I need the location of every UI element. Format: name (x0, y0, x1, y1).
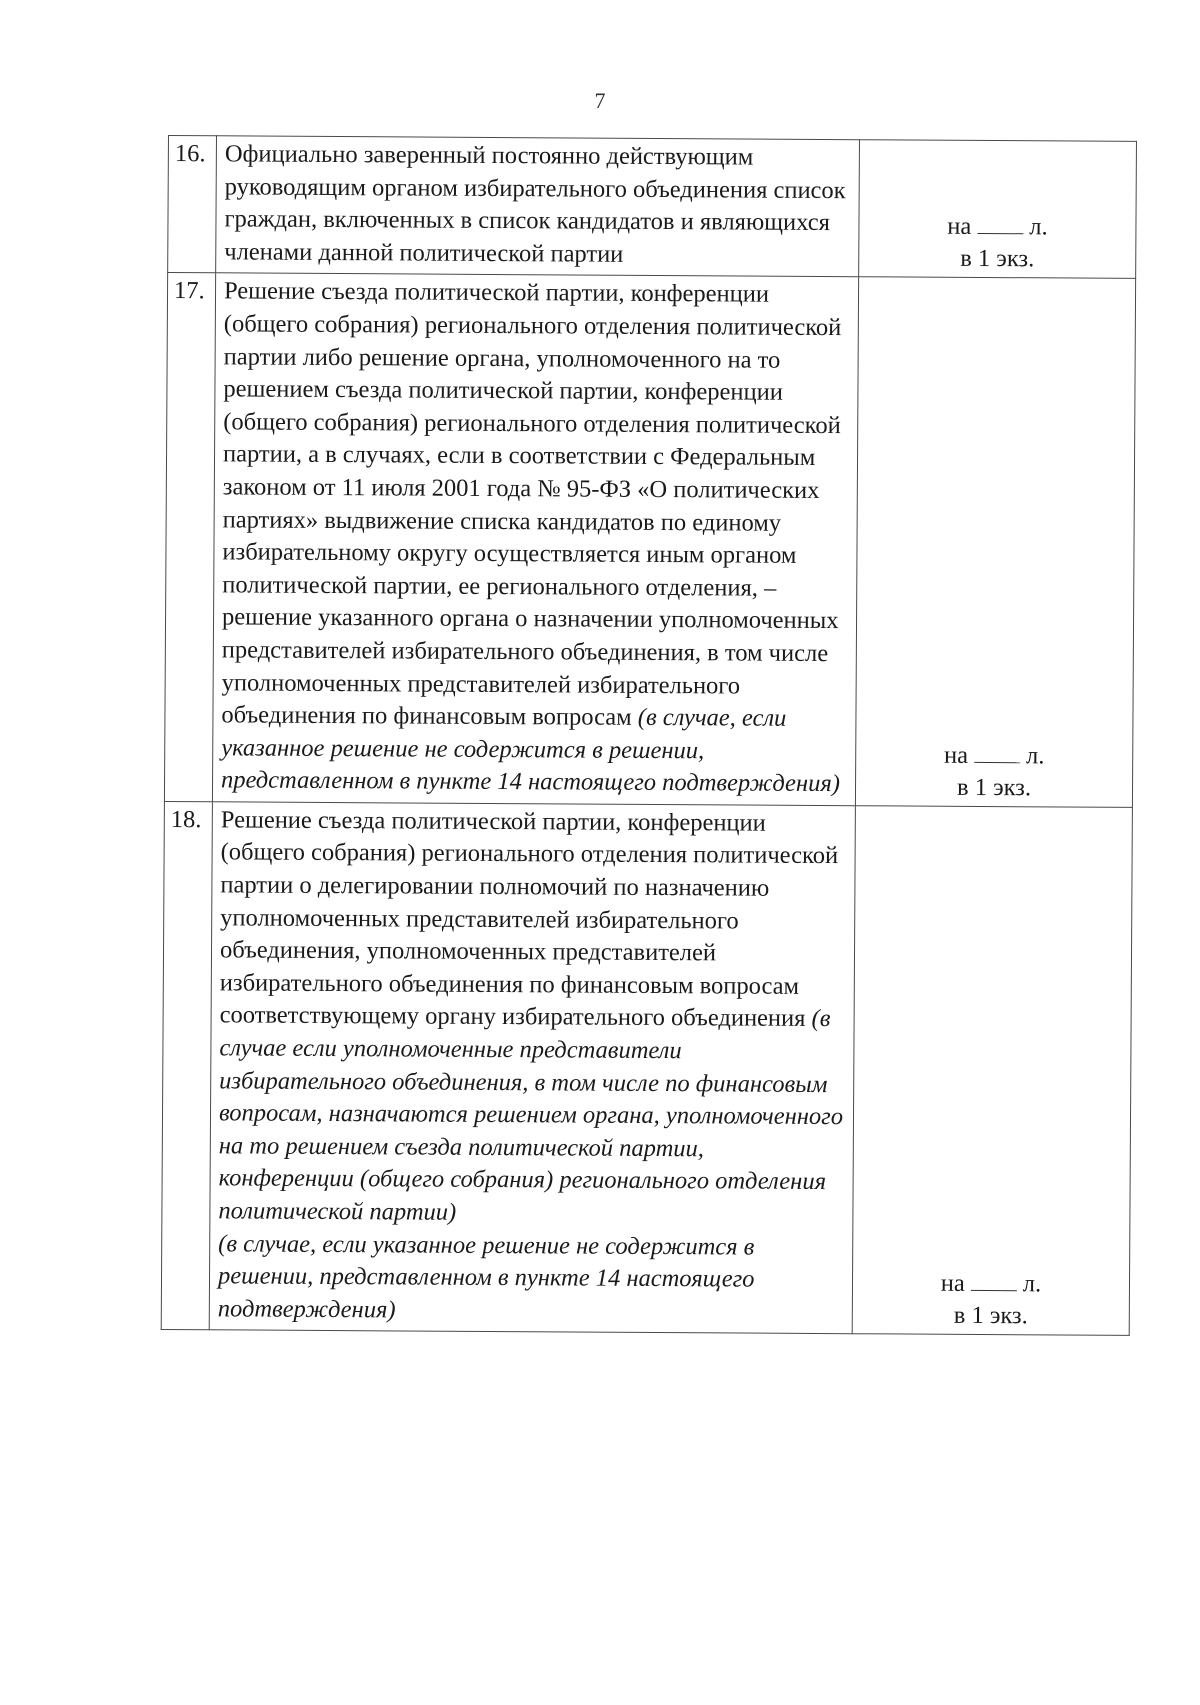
table-row (161, 801, 1132, 1335)
row-number-cell (168, 136, 217, 274)
pages-count-line (861, 1268, 1121, 1302)
pages-count-line (867, 211, 1127, 245)
row-description-cell (216, 136, 860, 277)
row-description: Решение съезда политической партии, конференции (общего собрания) регионального отделения политической партии о делегировании полномочий по назначению уполномоченных представителей избирательного объединения, уполномоченных представителей избирательного объединения по финансовым вопросам соответствующему органу избирательного объединения (219, 806, 839, 1033)
row-pages-cell (859, 140, 1137, 279)
pages-prefix: на (940, 1270, 965, 1298)
row-description: Решение съезда политической партии, конференции (общего собрания) регионального отделения политической партии либо решение органа, уполномоченного на то решением съезда политической партии, конференции (общего собрания) регионального отделения политической партии, а в случаях, если в соответствии с Федеральным законом от 11 июля 2001 года № 95-ФЗ «О политических партиях» выдвижение списка кандидатов по единому избирательному округу осуществляется иным органом политической партии, ее регионального отделения, – решение указанного органа о назначении уполномоченных представителей избирательного объединения, в том числе уполномоченных представителей избирательного объединения по финансовым вопросам (221, 277, 842, 731)
row-number: 18. (170, 805, 202, 834)
pages-blank-field (974, 744, 1020, 763)
pages-prefix: на (943, 741, 969, 769)
row-description-cell (212, 273, 858, 805)
row-pages-cell (855, 277, 1135, 807)
pages-suffix: л. (1025, 742, 1045, 770)
copies-count: в 1 экз. (953, 1302, 1028, 1330)
row-description-cell (209, 802, 855, 1334)
row-italic-note: (в случае если уполномоченные представители избирательного объединения, в том числе по финансовым вопросам, назначаются решением органа, уполномоченного на то решением съезда политической партии, конференции (общего собрания) регионального отделения политической партии) (218, 1005, 844, 1226)
pages-prefix: на (947, 213, 972, 241)
pages-suffix: л. (1029, 213, 1048, 241)
row-number-cell (161, 801, 212, 1330)
table-row (168, 136, 1137, 279)
row-description: Официально заверенный постоянно действующим руководящим органом избирательного объединения список граждан, включенных в список кандидатов и являющихся членами данной политической партии (224, 140, 846, 268)
pages-blank-field (977, 215, 1023, 234)
pages-count-line (864, 739, 1124, 773)
documents-table (161, 135, 1137, 1336)
row-pages-cell (852, 806, 1132, 1336)
page-number: 7 (594, 88, 606, 113)
pages-suffix: л. (1022, 1270, 1042, 1298)
table-row (164, 273, 1135, 807)
row-number: 16. (174, 140, 206, 168)
row-number: 17. (173, 277, 205, 305)
row-number-cell (164, 273, 215, 802)
row-italic-note: (в случае, если указанное решение не содержится в решении, представленном в пункте 14 настоящего подтверждения) (220, 703, 841, 798)
pages-blank-field (971, 1272, 1017, 1291)
copies-count: в 1 экз. (956, 773, 1032, 802)
row-italic-note-2: (в случае, если указанное решение не содержится в решении, представленном в пункте 14 настоящего подтверждения) (217, 1229, 755, 1324)
copies-count: в 1 экз. (960, 245, 1035, 273)
